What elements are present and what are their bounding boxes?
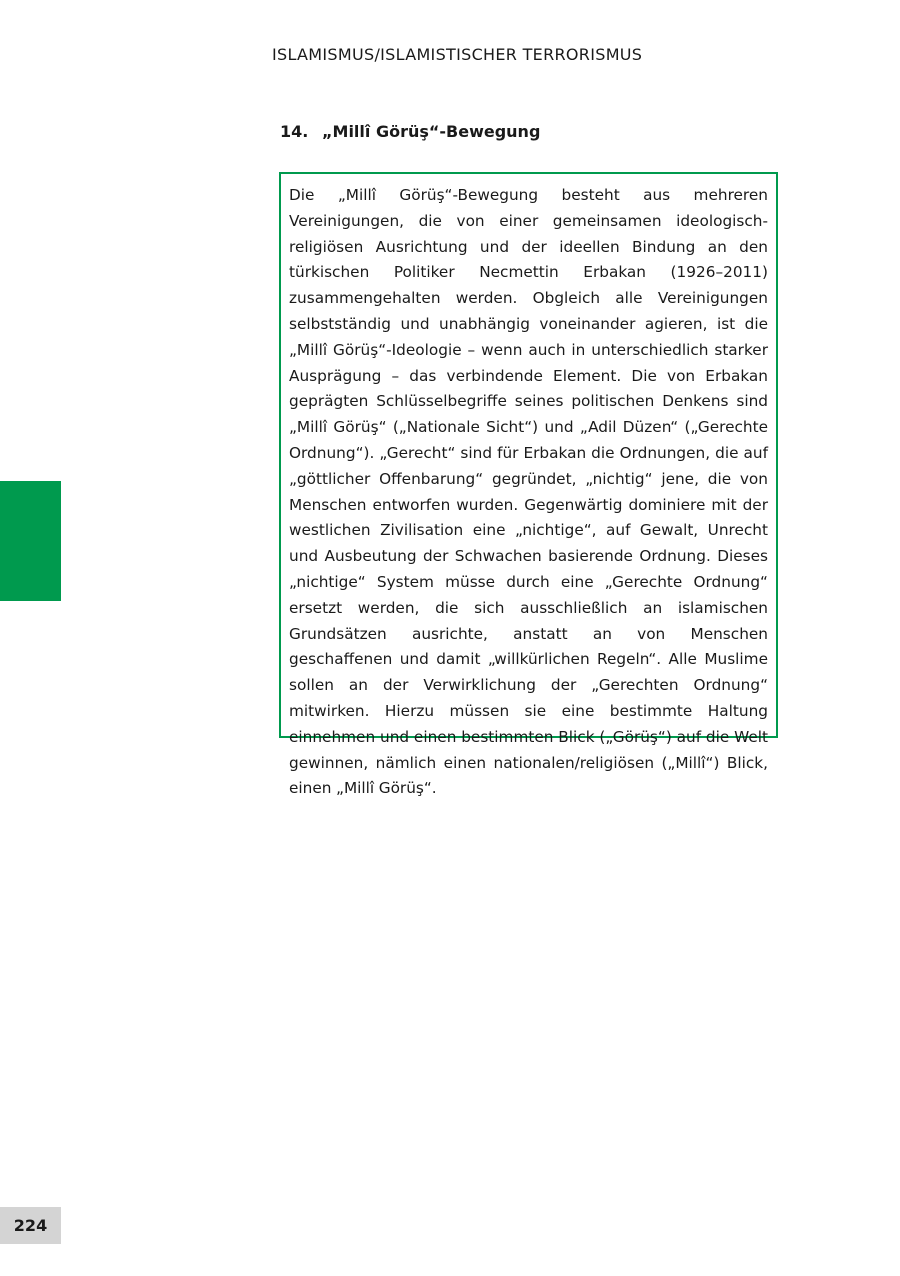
- section-heading: [280, 122, 540, 141]
- info-box-text: Die „Millî Görüş“-Bewegung besteht aus mehreren Vereinigungen, die von einer gemeinsamen ideologisch-religiösen Ausrichtung und der ideellen Bindung an den türkischen Politiker Necmettin Erbakan (1926–2011) zusammengehalten werden. Obgleich alle Vereinigungen selbstständig und unabhängig voneinander agieren, ist die „Millî Görüş“-Ideologie – wenn auch in unterschiedlich starker Ausprägung – das verbindende Element. Die von Erbakan geprägten Schlüsselbegriffe seines politischen Denkens sind „Millî Görüş“ („Nationale Sicht“) und „Adil Düzen“ („Gerechte Ordnung“). „Gerecht“ sind für Erbakan die Ordnungen, die auf „göttlicher Offenbarung“ gegründet, „nichtig“ jene, die von Menschen entworfen wurden. Gegenwärtig dominiere mit der westlichen Zivilisation eine „nichtige“, auf Gewalt, Unrecht und Ausbeutung der Schwachen basierende Ordnung. Dieses „nichtige“ System müsse durch eine „Gerechte Ordnung“ ersetzt werden, die sich ausschließlich an islamischen Grundsätzen ausrichte, anstatt an von Menschen geschaffenen und damit „willkürlichen Regeln“. Alle Muslime sollen an der Verwirklichung der „Gerechten Ordnung“ mitwirken. Hierzu müssen sie eine bestimmte Haltung einnehmen und einen bestimmten Blick („Görüş“) auf die Welt gewinnen, nämlich einen nationalen/religiösen („Millî“) Blick, einen „Millî Görüş“.: [289, 186, 768, 798]
- chapter-side-tab: [0, 481, 61, 601]
- page-number: 224: [0, 1207, 61, 1244]
- section-title: „Millî Görüş“-Bewegung: [322, 122, 541, 141]
- info-box: [279, 172, 778, 798]
- section-number: 14.: [280, 122, 309, 141]
- running-header: ISLAMISMUS/ISLAMISTISCHER TERRORISMUS: [272, 45, 643, 64]
